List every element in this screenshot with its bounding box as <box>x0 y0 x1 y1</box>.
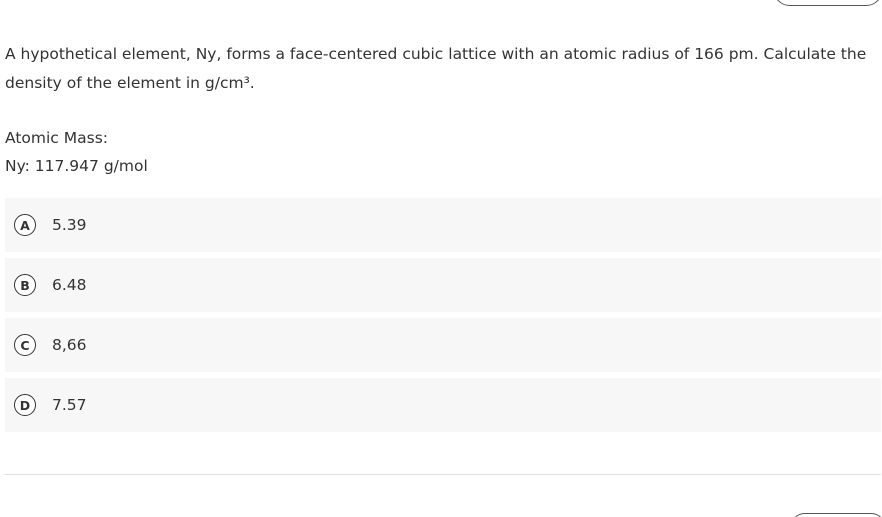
option-d-letter: D <box>14 394 36 416</box>
option-c-text: 8,66 <box>52 336 87 354</box>
atomic-mass-label: Atomic Mass: <box>5 129 108 147</box>
option-d[interactable] <box>5 378 881 432</box>
divider <box>5 474 881 475</box>
option-b-text: 6.48 <box>52 276 87 294</box>
option-b[interactable] <box>5 258 881 312</box>
option-d-text: 7.57 <box>52 396 87 414</box>
option-c-letter: C <box>14 334 36 356</box>
top-action-button[interactable] <box>773 0 882 6</box>
answer-options <box>5 198 881 438</box>
option-c[interactable] <box>5 318 881 372</box>
bottom-action-button[interactable] <box>790 513 882 517</box>
option-b-letter: B <box>14 274 36 296</box>
option-a-text: 5.39 <box>52 216 87 234</box>
option-a[interactable] <box>5 198 881 252</box>
option-a-letter: A <box>14 214 36 236</box>
question-text: A hypothetical element, Ny, forms a face-centered cubic lattice with an atomic radius of 166 pm. Calculate the density of the element in g/cm³. <box>5 45 867 92</box>
atomic-mass-value: Ny: 117.947 g/mol <box>5 157 148 175</box>
